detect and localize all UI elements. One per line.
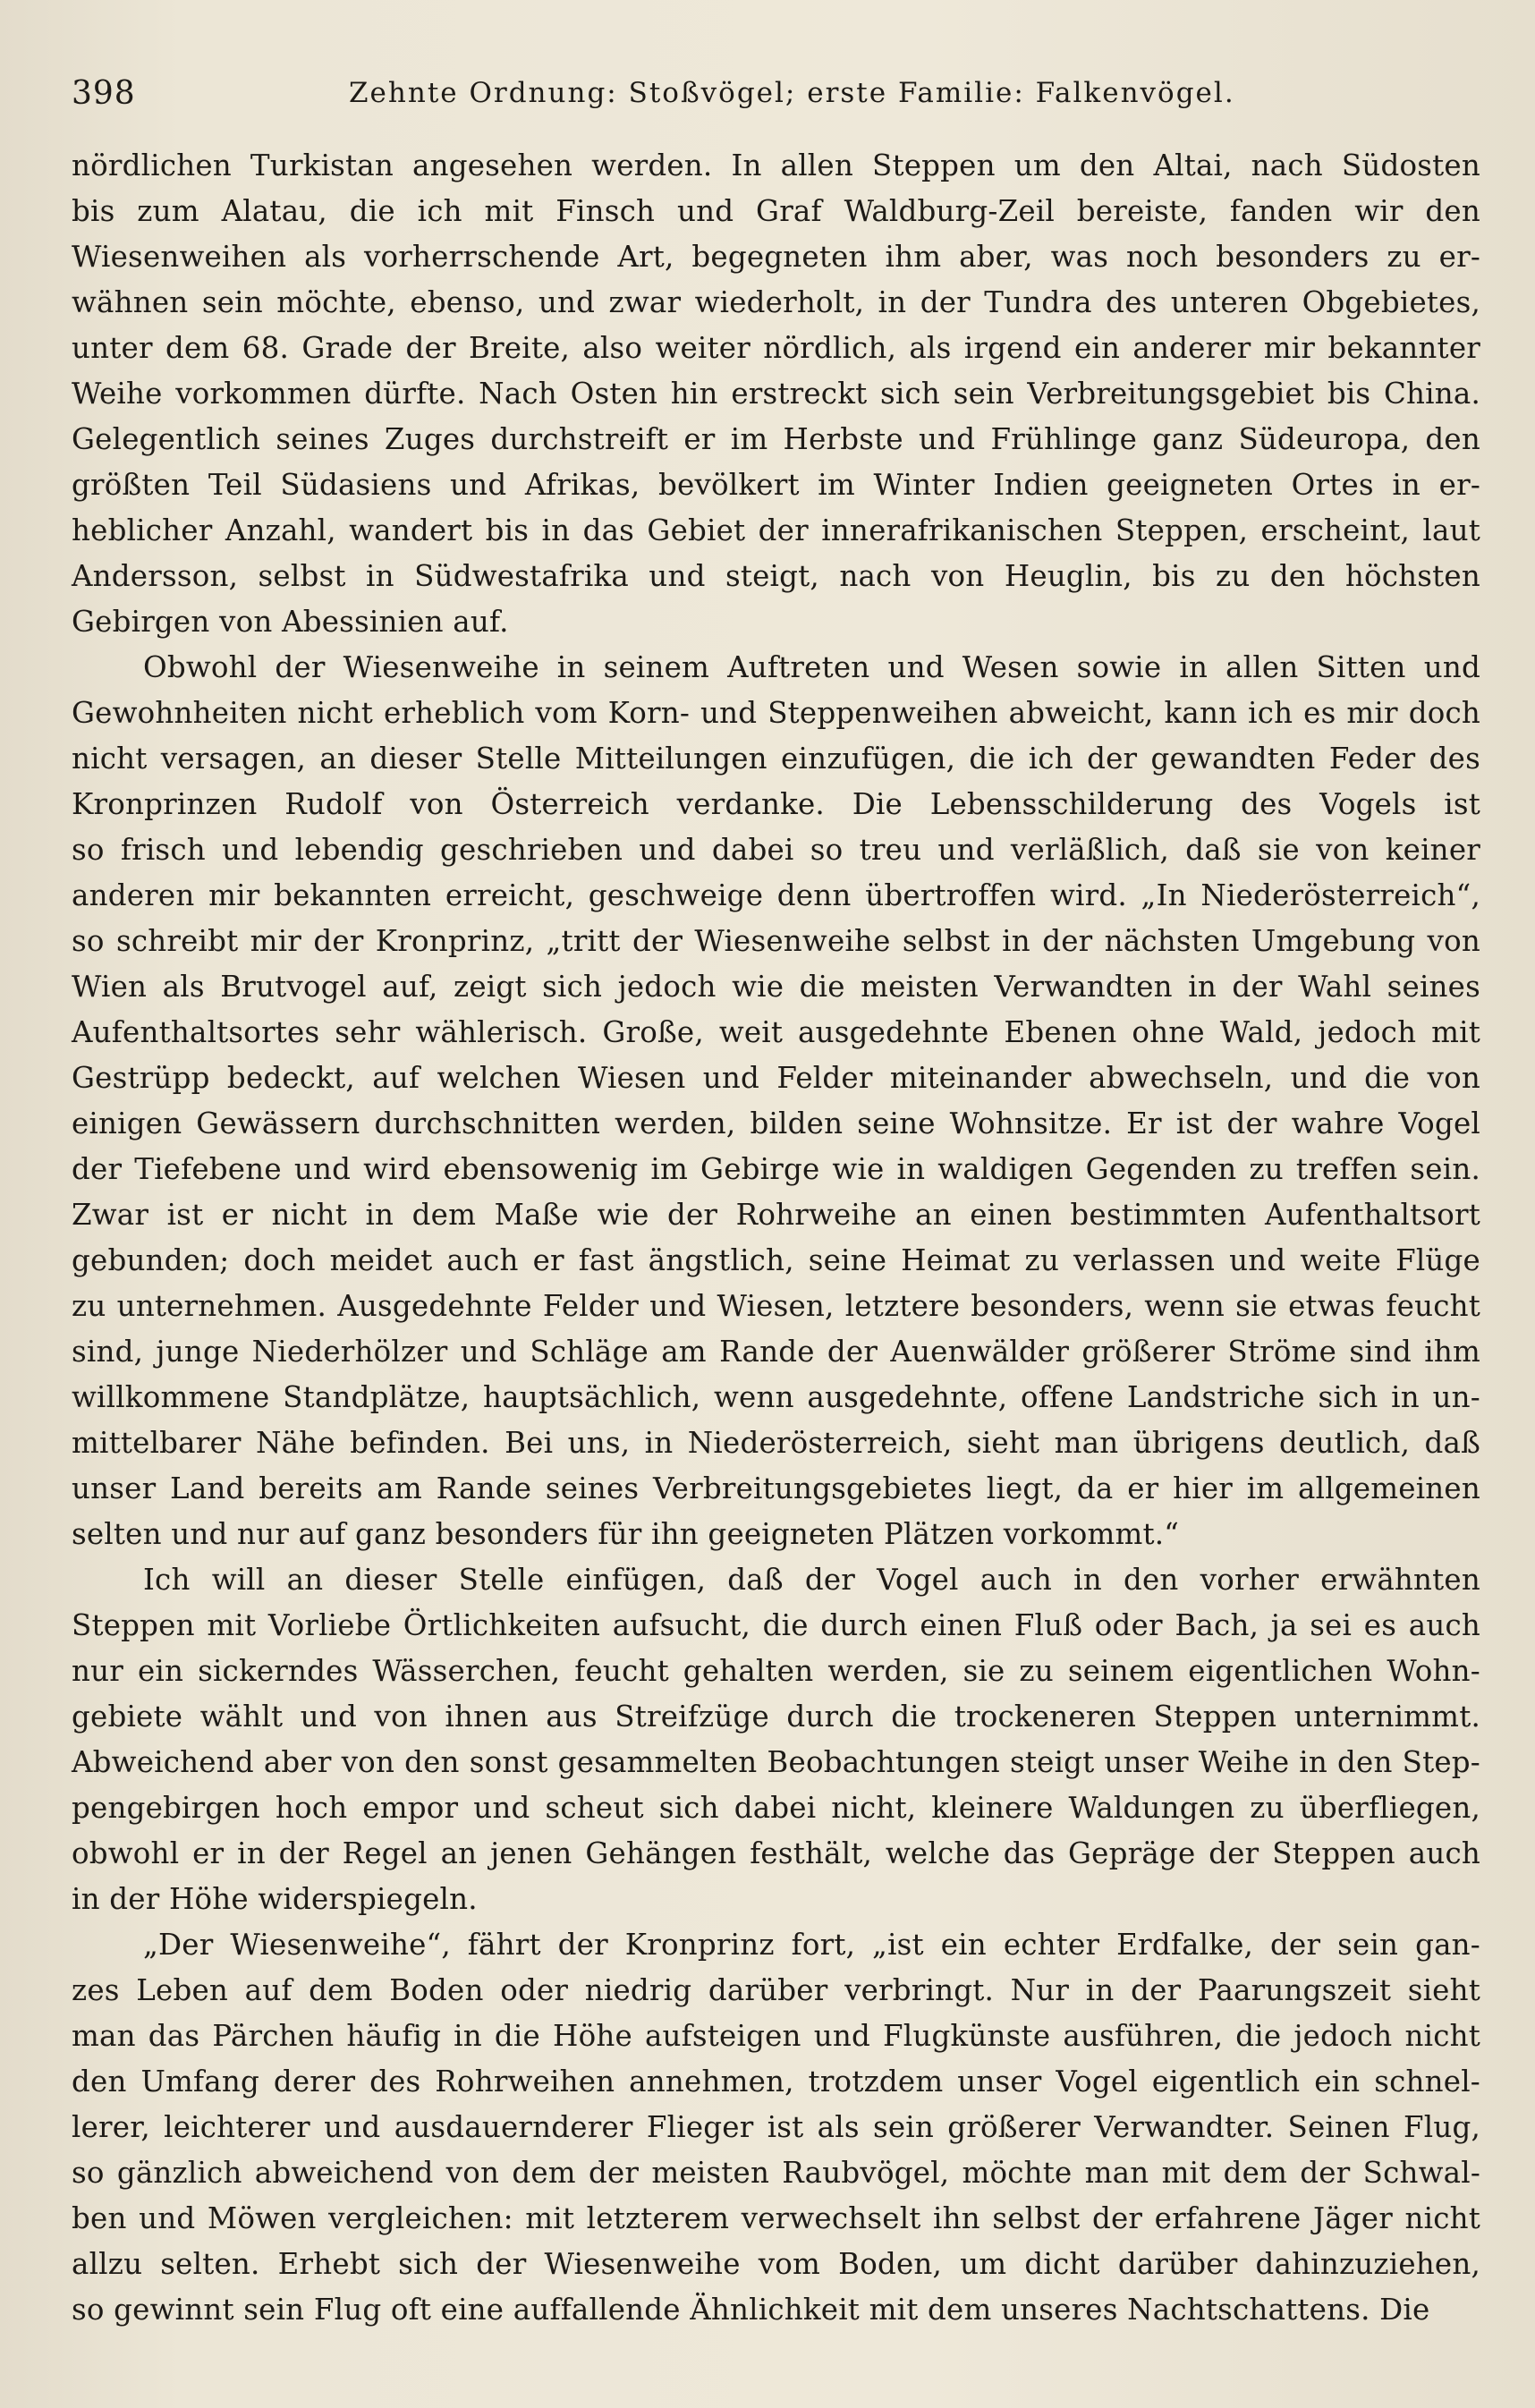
text-line: allzu selten. Erhebt sich der Wiesenweihe vom Boden, um dicht darüber dahinzuziehen, (72, 2247, 1480, 2281)
text-line: heblicher Anzahl, wandert bis in das Gebiet der innerafrikanischen Steppen, erscheint, laut (72, 513, 1480, 547)
paragraph (72, 645, 1480, 1557)
text-line: Wien als Brutvogel auf, zeigt sich jedoch wie die meisten Verwandten in der Wahl seines (72, 970, 1480, 1004)
text-line: Weihe vorkommen dürfte. Nach Osten hin erstreckt sich sein Verbreitungsgebiet bis China. (72, 377, 1480, 411)
text-line: gebiete wählt und von ihnen aus Streifzüge durch die trockeneren Steppen unternimmt. (72, 1700, 1480, 1734)
text-line: Andersson, selbst in Südwestafrika und steigt, nach von Heuglin, bis zu den höchsten (72, 559, 1480, 593)
text-line: anderen mir bekannten erreicht, geschweige denn übertroffen wird. „In Niederösterreich“, (72, 878, 1480, 912)
text-line: der Tiefebene und wird ebensowenig im Gebirge wie in waldigen Gegenden zu treffen sein. (72, 1152, 1480, 1186)
text-line: Wiesenweihen als vorherrschende Art, begegneten ihm aber, was noch besonders zu er- (72, 240, 1480, 274)
paragraph (72, 1557, 1480, 1922)
text-line: „Der Wiesenweihe“, fährt der Kronprinz fort, „ist ein echter Erdfalke, der sein gan- (143, 1928, 1480, 1962)
text-line: wähnen sein möchte, ebenso, und zwar wiederholt, in der Tundra des unteren Obgebietes, (72, 285, 1480, 319)
text-line: den Umfang derer des Rohrweihen annehmen, trotzdem unser Vogel eigentlich ein schnel- (72, 2065, 1480, 2099)
text-line: Steppen mit Vorliebe Örtlichkeiten aufsucht, die durch einen Fluß oder Bach, ja sei es auch (72, 1608, 1480, 1642)
text-line: pengebirgen hoch empor und scheut sich dabei nicht, kleinere Waldungen zu überfliegen, (72, 1791, 1480, 1825)
body-text (72, 143, 1480, 2333)
text-line: man das Pärchen häufig in die Höhe aufsteigen und Flugkünste ausführen, die jedoch nicht (72, 2019, 1480, 2053)
text-line: sind, junge Niederhölzer und Schläge am Rande der Auenwälder größerer Ströme sind ihm (72, 1335, 1480, 1369)
text-line: nicht versagen, an dieser Stelle Mitteilungen einzufügen, die ich der gewandten Feder des (72, 742, 1480, 776)
text-line: Obwohl der Wiesenweihe in seinem Auftreten und Wesen sowie in allen Sitten und (143, 650, 1480, 684)
text-line: Kronprinzen Rudolf von Österreich verdanke. Die Lebensschilderung des Vogels ist (72, 787, 1480, 821)
text-line: zes Leben auf dem Boden oder niedrig darüber verbringt. Nur in der Paarungszeit sieht (72, 1973, 1480, 2007)
running-title: Zehnte Ordnung: Stoßvögel; erste Familie: Falkenvögel. (349, 77, 1235, 109)
text-line: unser Land bereits am Rande seines Verbreitungsgebietes liegt, da er hier im allgemeinen (72, 1471, 1480, 1505)
text-line: lerer, leichterer und ausdauernderer Flieger ist als sein größerer Verwandter. Seinen Flug, (72, 2110, 1480, 2144)
text-line: selten und nur auf ganz besonders für ihn geeigneten Plätzen vorkommt.“ (72, 1517, 1180, 1551)
paragraph (72, 1922, 1480, 2333)
text-line: zu unternehmen. Ausgedehnte Felder und Wiesen, letztere besonders, wenn sie etwas feucht (72, 1289, 1480, 1323)
text-line: größten Teil Südasiens und Afrikas, bevölkert im Winter Indien geeigneten Ortes in er- (72, 468, 1480, 502)
text-line: Aufenthaltsortes sehr wählerisch. Große, weit ausgedehnte Ebenen ohne Wald, jedoch mit (72, 1015, 1480, 1049)
text-line: so schreibt mir der Kronprinz, „tritt der Wiesenweihe selbst in der nächsten Umgebung von (72, 924, 1480, 958)
page-number: 398 (72, 75, 136, 112)
text-line: Gestrüpp bedeckt, auf welchen Wiesen und Felder miteinander abwechseln, und die von (72, 1061, 1480, 1095)
text-line: obwohl er in der Regel an jenen Gehängen festhält, welche das Gepräge der Steppen auch (72, 1836, 1480, 1870)
paragraph (72, 143, 1480, 645)
text-line: einigen Gewässern durchschnitten werden, bilden seine Wohnsitze. Er ist der wahre Vogel (72, 1106, 1480, 1140)
text-line: so gänzlich abweichend von dem der meisten Raubvögel, möchte man mit dem der Schwal- (72, 2156, 1480, 2190)
text-line: bis zum Alatau, die ich mit Finsch und Graf Waldburg-Zeil bereiste, fanden wir den (72, 194, 1480, 228)
text-line: in der Höhe widerspiegeln. (72, 1882, 478, 1916)
text-line: Zwar ist er nicht in dem Maße wie der Rohrweihe an einen bestimmten Aufenthaltsort (72, 1198, 1480, 1232)
text-line: Ich will an dieser Stelle einfügen, daß der Vogel auch in den vorher erwähnten (143, 1563, 1480, 1597)
text-line: ben und Möwen vergleichen: mit letzterem verwechselt ihn selbst der erfahrene Jäger nicht (72, 2201, 1480, 2235)
text-line: willkommene Standplätze, hauptsächlich, wenn ausgedehnte, offene Landstriche sich in un- (72, 1380, 1480, 1414)
text-line: so gewinnt sein Flug oft eine auffallende Ähnlichkeit mit dem unseres Nachtschattens. Die (72, 2293, 1430, 2327)
running-header (72, 70, 1480, 120)
text-line: Gebirgen von Abessinien auf. (72, 605, 509, 639)
text-line: gebunden; doch meidet auch er fast ängstlich, seine Heimat zu verlassen und weite Flüge (72, 1243, 1480, 1277)
text-line: nur ein sickerndes Wässerchen, feucht gehalten werden, sie zu seinem eigentlichen Wohn- (72, 1654, 1480, 1688)
text-line: Gelegentlich seines Zuges durchstreift er im Herbste und Frühlinge ganz Südeuropa, den (72, 422, 1480, 456)
text-line: so frisch und lebendig geschrieben und dabei so treu und verläßlich, daß sie von keiner (72, 833, 1480, 867)
text-line: nördlichen Turkistan angesehen werden. In allen Steppen um den Altai, nach Südosten (72, 148, 1480, 182)
text-line: mittelbarer Nähe befinden. Bei uns, in Niederösterreich, sieht man übrigens deutlich, daß (72, 1426, 1480, 1460)
text-line: unter dem 68. Grade der Breite, also weiter nördlich, als irgend ein anderer mir bekannter (72, 331, 1480, 365)
text-line: Abweichend aber von den sonst gesammelten Beobachtungen steigt unser Weihe in den Step- (72, 1745, 1480, 1779)
text-line: Gewohnheiten nicht erheblich vom Korn- und Steppenweihen abweicht, kann ich es mir doch (72, 696, 1480, 730)
